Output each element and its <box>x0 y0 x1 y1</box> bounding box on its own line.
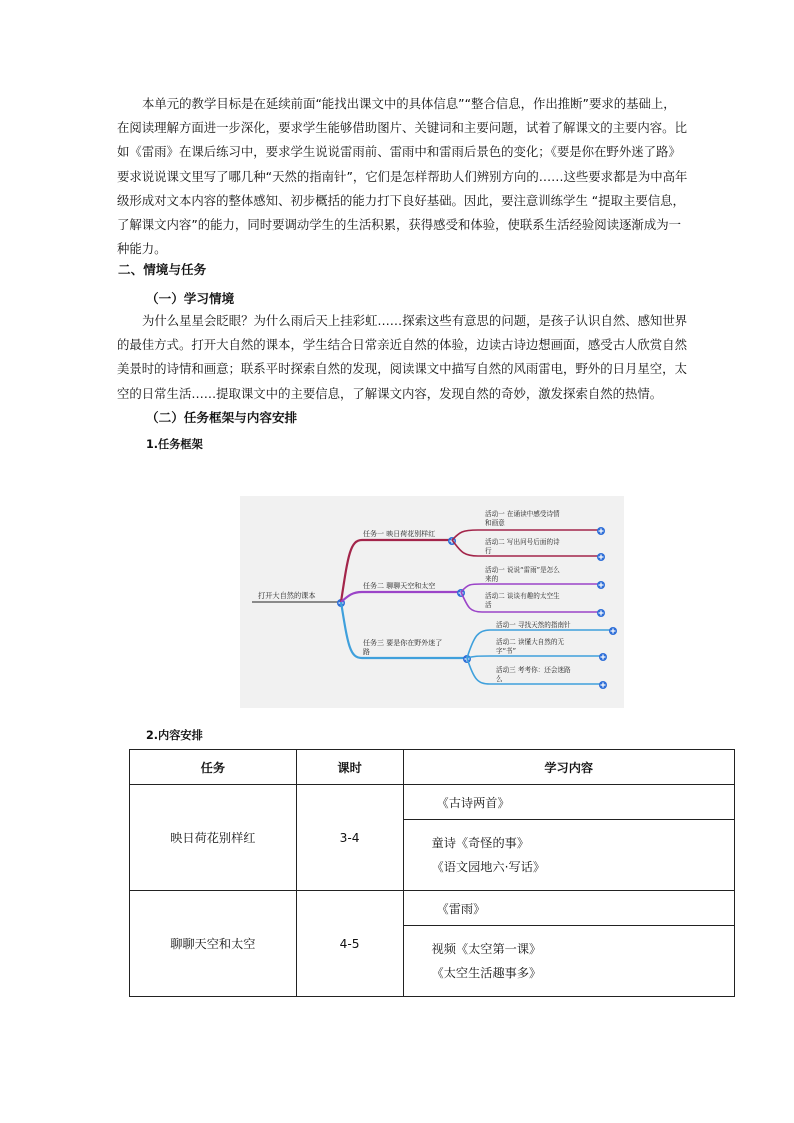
text-line: 了解课文内容”的能力，同时要调动学生的生活积累，获得感受和体验，使联系生活经验阅读逐渐成为一 <box>117 217 681 233</box>
branch-t3a2 <box>467 656 600 658</box>
text-line: 的最佳方式。打开大自然的课本，学生结合日常亲近自然的体验，边读古诗边想画面，感受古人欣赏自然 <box>117 337 687 353</box>
text-line: 种能力。 <box>117 241 167 257</box>
table-header: 学习内容 <box>403 750 734 785</box>
mindmap-task3: 路 <box>363 648 370 656</box>
content-line: 视频《太空第一课》 <box>431 942 542 956</box>
text-line: 为什么星星会眨眼？为什么雨后天上挂彩虹……探索这些有意思的问题，是孩子认识自然、感知世界 <box>142 313 688 328</box>
content-cell <box>403 785 734 891</box>
hours-cell: 4-5 <box>296 891 403 997</box>
content-line: 童诗《奇怪的事》 <box>431 836 530 850</box>
mindmap-activity: 么 <box>496 675 503 683</box>
mindmap-svg <box>240 496 624 708</box>
text-line: 级形成对文本内容的整体感知、初步概括的能力打下良好基础。因此，要注意训练学生 “提取主要信息， <box>117 192 685 208</box>
content-line: 《语文园地六·写话》 <box>431 860 546 874</box>
intro-paragraph <box>117 92 687 261</box>
text-line: 本单元的教学目标是在延续前面“能找出课文中的具体信息”“整合信息，作出推断”要求的基础上， <box>142 96 676 111</box>
mindmap-activity: 活动一 说说“雷雨”是怎么 <box>485 566 560 574</box>
content-top: 《古诗两首》 <box>404 785 734 820</box>
mindmap-task3: 任务三 要是你在野外迷了 <box>363 639 443 647</box>
text-line: 如《雷雨》在课后练习中，要求学生说说雷雨前、雷雨中和雷雨后景色的变化；《要是你在野外迷了路》 <box>117 144 681 160</box>
content-table <box>129 749 735 997</box>
mindmap-activity: 和画意 <box>485 519 505 527</box>
branch-task2 <box>341 592 458 602</box>
framework-heading: 1.任务框架 <box>146 438 203 451</box>
section-heading: 二、情境与任务 <box>118 262 207 277</box>
branch-task3 <box>341 602 464 658</box>
text-line: 在阅读理解方面进一步深化，要求学生能够借助图片、关键词和主要问题，试着了解课文的主要内容。比 <box>117 120 687 136</box>
situation-paragraph <box>117 309 687 406</box>
text-line: 空的日常生活……提取课文中的主要信息，了解课文内容，发现自然的奇妙，激发探索自然的热情。 <box>117 385 663 401</box>
content-cell <box>403 891 734 997</box>
mindmap-activity: 活动二 读懂大自然的无 <box>496 638 565 646</box>
arrangement-heading: 2.内容安排 <box>146 729 203 742</box>
table-header: 课时 <box>296 750 403 785</box>
hours-cell: 3-4 <box>296 785 403 891</box>
table-header-row <box>130 750 735 785</box>
table-header: 任务 <box>130 750 297 785</box>
task-cell: 映日荷花别样红 <box>130 785 297 891</box>
table-row <box>130 785 735 891</box>
text-line: 美景时的诗情和画意；联系平时探索自然的发现，阅读课文中描写自然的风雨雷电，野外的日月星空，太 <box>117 361 687 377</box>
mindmap-activity: 活动二 写出问号后面的诗 <box>485 538 560 546</box>
mindmap-activity: 活动一 寻找天然的指南针 <box>496 621 571 629</box>
content-bottom <box>404 926 734 996</box>
mindmap-task2: 任务二 聊聊天空和太空 <box>363 582 436 590</box>
content-top: 《雷雨》 <box>404 891 734 926</box>
content-line: 《太空生活趣事多》 <box>431 966 542 980</box>
mindmap-task1: 任务一 映日荷花别样红 <box>363 530 436 538</box>
subsection-heading: （二）任务框架与内容安排 <box>146 410 298 425</box>
mindmap-activity: 活动三 考考你：还会迷路 <box>496 666 571 674</box>
mindmap-root: 打开大自然的课本 <box>258 591 316 600</box>
branch-t2a1 <box>461 584 598 592</box>
subsection-heading: （一）学习情境 <box>146 291 235 306</box>
table-row <box>130 891 735 997</box>
mindmap-activity: 活动一 在诵读中感受诗情 <box>485 510 560 518</box>
mindmap-activity: 来的 <box>485 575 499 583</box>
mindmap-activity: 字“书” <box>496 647 517 655</box>
text-line: 要求说说课文里写了哪几种“天然的指南针”，它们是怎样帮助人们辨别方向的……这些要求都是为中高年 <box>117 168 688 184</box>
task-cell: 聊聊天空和太空 <box>130 891 297 997</box>
mindmap-activity: 行 <box>485 547 492 555</box>
mindmap-activity: 活动二 谈谈有趣的太空生 <box>485 592 560 600</box>
mindmap-activity: 活 <box>485 601 492 609</box>
task-mindmap <box>240 496 624 708</box>
content-bottom <box>404 820 734 890</box>
